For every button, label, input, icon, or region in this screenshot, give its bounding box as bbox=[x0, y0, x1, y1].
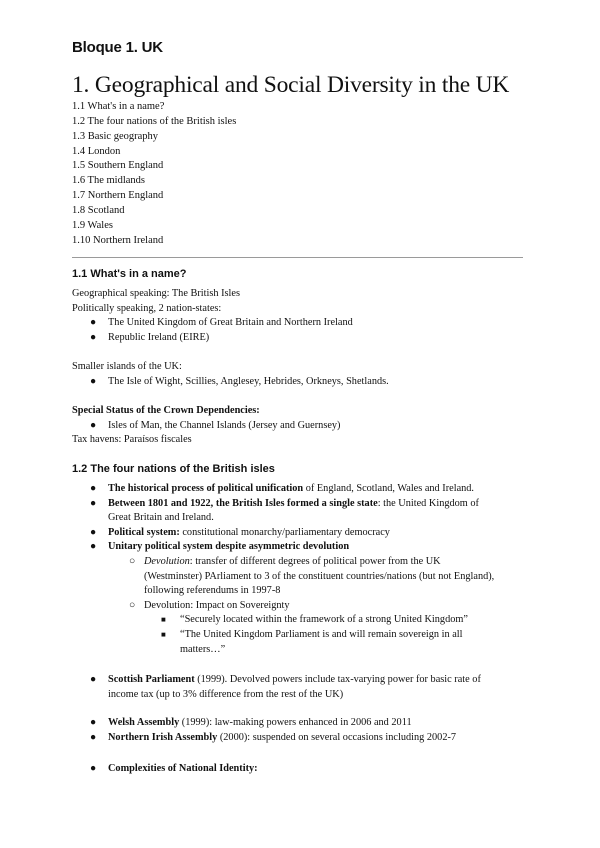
toc-item: 1.5 Southern England bbox=[72, 160, 164, 172]
block-heading: Bloque 1. UK bbox=[72, 39, 163, 56]
bullet-icon: ● bbox=[90, 483, 97, 494]
sub-list-item: ○ Devolution: transfer of different degrees of political power from the UK bbox=[72, 555, 494, 570]
section-heading-1-1: 1.1 What's in a name? bbox=[72, 268, 187, 280]
toc-item: 1.1 What's in a name? bbox=[72, 101, 165, 112]
sub-sub-list-continuation: matters…” bbox=[180, 643, 226, 655]
paragraph: Geographical speaking: The British Isles bbox=[72, 288, 240, 299]
bullet-icon: ● bbox=[90, 541, 97, 553]
bullet-icon: ● bbox=[90, 717, 97, 728]
assemblies-list bbox=[72, 716, 456, 745]
section-1-2-body bbox=[72, 482, 494, 657]
list-item: ● The United Kingdom of Great Britain and Northern Ireland bbox=[72, 316, 353, 331]
toc-item: 1.7 Northern England bbox=[72, 190, 164, 202]
toc-item: 1.6 The midlands bbox=[72, 175, 146, 187]
toc-item: 1.2 The four nations of the British isles bbox=[72, 115, 237, 127]
list-item: ● Unitary political system despite asymmetric devolution bbox=[72, 540, 494, 555]
list-item: ● Political system: constitutional monarchy/parliamentary democracy bbox=[72, 526, 494, 541]
toc-item: 1.3 Basic geography bbox=[72, 130, 159, 142]
list-item: ● Isles of Man, the Channel Islands (Jersey and Guernsey) bbox=[72, 419, 340, 434]
bullet-icon: ● bbox=[90, 497, 97, 509]
section-heading-1-2: 1.2 The four nations of the British isles bbox=[72, 463, 275, 475]
bullet-icon: ● bbox=[90, 419, 97, 431]
toc-item: 1.8 Scotland bbox=[72, 204, 125, 216]
circle-bullet-icon: ○ bbox=[129, 599, 136, 611]
bullet-icon: ● bbox=[90, 731, 97, 743]
bullet-icon: ● bbox=[90, 317, 97, 329]
bullet-icon: ● bbox=[90, 331, 97, 343]
square-bullet-icon: ■ bbox=[161, 629, 166, 639]
document-title: 1. Geographical and Social Diversity in the UK bbox=[72, 72, 510, 98]
section-divider bbox=[72, 257, 523, 258]
list-item: ● Complexities of National Identity: bbox=[72, 762, 258, 777]
list-item: ● The Isle of Wight, Scillies, Anglesey, Hebrides, Orkneys, Shetlands. bbox=[72, 375, 389, 390]
paragraph: Smaller islands of the UK: bbox=[72, 361, 182, 372]
toc-item: 1.4 London bbox=[72, 145, 121, 157]
bullet-icon: ● bbox=[90, 763, 97, 774]
list-item: ● The historical process of political unification of England, Scotland, Wales and Ireland. bbox=[72, 482, 494, 497]
toc-item: 1.10 Northern Ireland bbox=[72, 234, 164, 246]
list-item: ● Republic Ireland (EIRE) bbox=[72, 331, 353, 346]
scottish-parliament-item bbox=[72, 673, 481, 702]
bullet-icon: ● bbox=[90, 674, 97, 685]
sub-list-continuation: (Westminster) PArliament to 3 of the constituent countries/nations (but not England), bbox=[144, 570, 495, 582]
paragraph: Tax havens: Paraísos fiscales bbox=[72, 434, 192, 446]
table-of-contents bbox=[72, 100, 236, 248]
circle-bullet-icon: ○ bbox=[129, 555, 136, 567]
crown-dependencies bbox=[72, 404, 340, 448]
list-item: ● Scottish Parliament (1999). Devolved powers include tax-varying power for basic rate of bbox=[72, 673, 481, 688]
section-1-1-body bbox=[72, 287, 353, 345]
list-item: ● Welsh Assembly (1999): law-making powers enhanced in 2006 and 2011 bbox=[72, 716, 456, 731]
list-item-continuation: Great Britain and Ireland. bbox=[108, 512, 214, 524]
paragraph: Politically speaking, 2 nation-states: bbox=[72, 302, 222, 314]
list-item: ● Northern Irish Assembly (2000): suspended on several occasions including 2002-7 bbox=[72, 731, 456, 746]
bullet-icon: ● bbox=[90, 375, 97, 387]
smaller-islands bbox=[72, 360, 389, 389]
sub-sub-list-item: ■ “Securely located within the framework of a strong United Kingdom” bbox=[72, 613, 494, 628]
bullet-icon: ● bbox=[90, 526, 97, 538]
sub-list-item: ○ Devolution: Impact on Sovereignty bbox=[72, 599, 494, 614]
list-item: ● Between 1801 and 1922, the British Isles formed a single state: the United Kingdom of bbox=[72, 497, 494, 512]
list-item-continuation: income tax (up to 3% difference from the rest of the UK) bbox=[108, 688, 344, 700]
square-bullet-icon: ■ bbox=[161, 615, 166, 625]
sub-sub-list-item: ■ “The United Kingdom Parliament is and will remain sovereign in all bbox=[72, 628, 494, 643]
subheading: Special Status of the Crown Dependencies: bbox=[72, 405, 260, 416]
national-identity-item bbox=[72, 762, 258, 777]
toc-item: 1.9 Wales bbox=[72, 219, 113, 231]
sub-list-continuation: following referendums in 1997-8 bbox=[144, 585, 281, 597]
